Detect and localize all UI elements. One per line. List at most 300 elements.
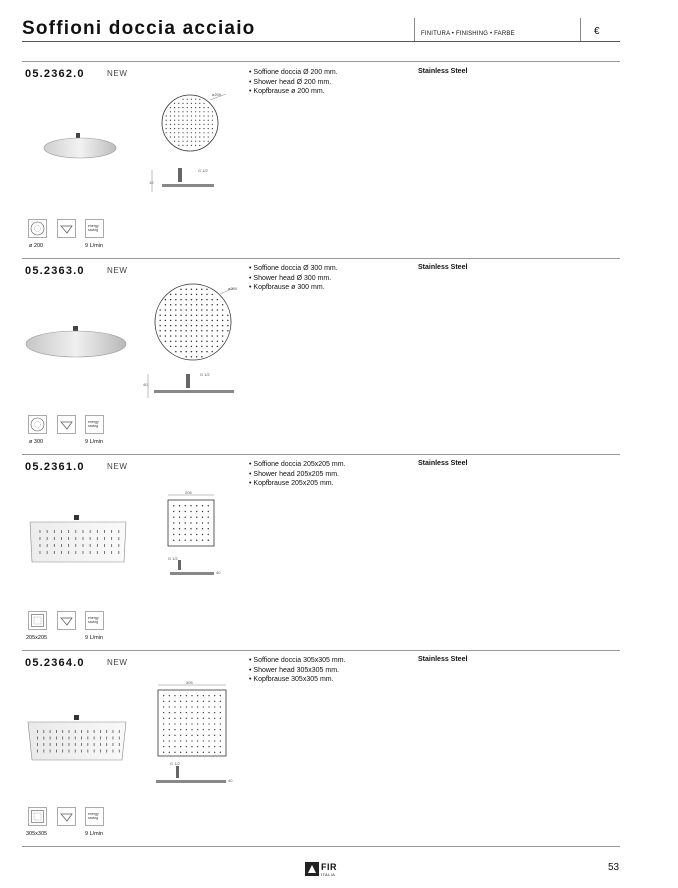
nozzle-dot: [199, 141, 200, 142]
dimension-label: 305: [186, 680, 193, 685]
nozzle-dot: [186, 729, 187, 730]
product-description: [249, 68, 338, 97]
nozzle-mark: [54, 551, 55, 554]
nozzle-dot: [180, 718, 181, 719]
nozzle-dot: [208, 723, 209, 724]
nozzle-mark: [87, 730, 88, 733]
nozzle-dot: [178, 103, 179, 104]
nozzle-dot: [190, 511, 191, 512]
nozzle-dot: [191, 145, 192, 146]
thread-label: G 1/2: [198, 168, 208, 173]
nozzle-dot: [206, 330, 208, 332]
nozzle-dot: [178, 132, 179, 133]
nozzle-dot: [197, 695, 198, 696]
nozzle-dot: [165, 340, 167, 342]
nozzle-dot: [203, 128, 204, 129]
nozzle-mark: [119, 750, 120, 753]
nozzle-mark: [61, 551, 62, 554]
nozzle-dot: [182, 120, 183, 121]
nozzle-dot: [191, 136, 192, 137]
height-label: 40: [143, 382, 148, 387]
flow-rate-label: 9 L/min: [85, 439, 104, 445]
nozzle-dot: [170, 124, 171, 125]
nozzle-dot: [186, 740, 187, 741]
nozzle-dot: [165, 330, 167, 332]
nozzle-dot: [179, 534, 180, 535]
nozzle-dot: [187, 99, 188, 100]
size-label: ø 200: [29, 243, 44, 249]
nozzle-dot: [178, 128, 179, 129]
nozzle-dot: [206, 294, 208, 296]
nozzle-dot: [174, 141, 175, 142]
nozzle-dot: [203, 136, 204, 137]
nozzle-mark: [37, 737, 38, 740]
nozzle-dot: [185, 335, 187, 337]
nozzle-dot: [178, 107, 179, 108]
nozzle-dot: [180, 304, 182, 306]
finish-value: Stainless Steel: [418, 68, 468, 75]
size-label: 305x305: [26, 831, 48, 837]
nozzle-dot: [196, 351, 198, 353]
nozzle-mark: [100, 750, 101, 753]
nozzle-dot: [185, 528, 186, 529]
nozzle-dot: [185, 304, 187, 306]
finish-value: Stainless Steel: [418, 460, 468, 467]
nozzle-dot: [196, 320, 198, 322]
description-english: • Shower head 305x305 mm.: [249, 666, 340, 674]
new-badge: NEW: [107, 266, 128, 275]
nozzle-dot: [165, 335, 167, 337]
nozzle-dot: [175, 340, 177, 342]
nozzle-dot: [180, 320, 182, 322]
nozzle-dot: [190, 522, 191, 523]
nozzle-mark: [69, 737, 70, 740]
nozzle-dot: [185, 314, 187, 316]
description-english: • Shower head Ø 200 mm.: [249, 78, 332, 86]
nozzle-dot: [201, 304, 203, 306]
nozzle-dot: [185, 340, 187, 342]
nozzle-mark: [75, 551, 76, 554]
nozzle-dot: [196, 356, 198, 358]
nozzle-mark: [90, 551, 91, 554]
nozzle-mark: [106, 737, 107, 740]
nozzle-dot: [185, 346, 187, 348]
nozzle-dot: [201, 288, 203, 290]
nozzle-dot: [169, 752, 170, 753]
nozzle-mark: [43, 730, 44, 733]
nozzle-mark: [50, 730, 51, 733]
nozzle-dot: [182, 136, 183, 137]
nozzle-mark: [113, 730, 114, 733]
nozzle-dot: [185, 522, 186, 523]
nozzle-dot: [191, 304, 193, 306]
nozzle-mark: [81, 743, 82, 746]
nozzle-dot: [214, 735, 215, 736]
section-divider: [22, 61, 620, 62]
nozzle-mark: [97, 551, 98, 554]
nozzle-dot: [191, 111, 192, 112]
nozzle-dot: [191, 701, 192, 702]
nozzle-dot: [208, 511, 209, 512]
nozzle-dot: [182, 107, 183, 108]
nozzle-dot: [214, 718, 215, 719]
nozzle-dot: [195, 128, 196, 129]
nozzle-dot: [180, 695, 181, 696]
nozzle-dot: [170, 136, 171, 137]
nozzle-dot: [163, 712, 164, 713]
nozzle-dot: [173, 528, 174, 529]
nozzle-dot: [185, 325, 187, 327]
technical-drawing-side: [166, 554, 226, 580]
nozzle-dot: [185, 299, 187, 301]
nozzle-dot: [199, 124, 200, 125]
spray-icon: [57, 611, 76, 630]
nozzle-dot: [203, 701, 204, 702]
nozzle-dot: [208, 540, 209, 541]
nozzle-dot: [203, 746, 204, 747]
nozzle-dot: [175, 304, 177, 306]
nozzle-dot: [214, 712, 215, 713]
nozzle-dot: [191, 132, 192, 133]
nozzle-dot: [191, 115, 192, 116]
nozzle-dot: [178, 124, 179, 125]
nozzle-dot: [208, 107, 209, 108]
height-label: 10: [149, 180, 154, 185]
nozzle-dot: [203, 124, 204, 125]
product-code: 05.2363.0: [25, 265, 85, 277]
nozzle-dot: [174, 695, 175, 696]
footer-divider: [22, 846, 620, 847]
height-label: 40: [216, 570, 221, 575]
nozzle-dot: [195, 120, 196, 121]
nozzle-dot: [180, 309, 182, 311]
nozzle-mark: [75, 737, 76, 740]
nozzle-mark: [47, 537, 48, 540]
energy-saving-icon: [85, 219, 104, 238]
nozzle-dot: [169, 701, 170, 702]
nozzle-mark: [118, 530, 119, 533]
nozzle-dot: [163, 752, 164, 753]
nozzle-dot: [185, 505, 186, 506]
nozzle-dot: [211, 330, 213, 332]
nozzle-dot: [187, 124, 188, 125]
energy-label: energy: [88, 812, 99, 816]
nozzle-mark: [111, 530, 112, 533]
nozzle-dot: [174, 712, 175, 713]
nozzle-mark: [75, 730, 76, 733]
nozzle-dot: [191, 346, 193, 348]
nozzle-dot: [191, 695, 192, 696]
nozzle-dot: [197, 701, 198, 702]
nozzle-dot: [201, 325, 203, 327]
nozzle-mark: [40, 551, 41, 554]
finish-value: Stainless Steel: [418, 264, 468, 271]
nozzle-mark: [61, 544, 62, 547]
nozzle-dot: [180, 706, 181, 707]
nozzle-dot: [174, 136, 175, 137]
nozzle-dot: [191, 141, 192, 142]
nozzle-dot: [170, 128, 171, 129]
nozzle-dot: [203, 115, 204, 116]
nozzle-dot: [170, 132, 171, 133]
nozzle-dot: [190, 534, 191, 535]
nozzle-mark: [47, 544, 48, 547]
nozzle-dot: [196, 309, 198, 311]
nozzle-dot: [180, 335, 182, 337]
nozzle-mark: [119, 743, 120, 746]
nozzle-dot: [185, 294, 187, 296]
nozzle-dot: [206, 335, 208, 337]
nozzle-dot: [170, 294, 172, 296]
nozzle-dot: [222, 335, 224, 337]
nozzle-dot: [174, 752, 175, 753]
nozzle-dot: [163, 718, 164, 719]
nozzle-dot: [180, 330, 182, 332]
nozzle-dot: [180, 701, 181, 702]
nozzle-dot: [191, 718, 192, 719]
nozzle-dot: [163, 701, 164, 702]
nozzle-dot: [170, 304, 172, 306]
nozzle-dot: [203, 132, 204, 133]
nozzle-mark: [68, 551, 69, 554]
nozzle-mark: [61, 537, 62, 540]
nozzle-dot: [191, 325, 193, 327]
nozzle-dot: [178, 141, 179, 142]
nozzle-dot: [195, 136, 196, 137]
nozzle-dot: [222, 304, 224, 306]
nozzle-dot: [173, 522, 174, 523]
nozzle-dot: [208, 718, 209, 719]
nozzle-dot: [180, 752, 181, 753]
nozzle-mark: [62, 750, 63, 753]
description-german: • Kopfbrause 305x305 mm.: [249, 676, 334, 683]
nozzle-mark: [113, 737, 114, 740]
nozzle-mark: [118, 551, 119, 554]
nozzle-dot: [159, 320, 161, 322]
nozzle-dot: [227, 330, 229, 332]
nozzle-dot: [196, 325, 198, 327]
nozzle-dot: [185, 288, 187, 290]
product-code: 05.2361.0: [25, 461, 85, 473]
nozzle-dot: [217, 330, 219, 332]
nozzle-dot: [208, 740, 209, 741]
nozzle-dot: [169, 695, 170, 696]
nozzle-dot: [180, 325, 182, 327]
nozzle-dot: [203, 103, 204, 104]
nozzle-dot: [191, 752, 192, 753]
nozzle-dot: [196, 540, 197, 541]
nozzle-dot: [191, 124, 192, 125]
nozzle-dot: [179, 540, 180, 541]
product-photo-round-small: [40, 130, 120, 162]
nozzle-dot: [174, 723, 175, 724]
page-number: 53: [608, 862, 620, 873]
nozzle-dot: [217, 325, 219, 327]
nozzle-dot: [170, 111, 171, 112]
energy-saving-icon: [85, 807, 104, 826]
nozzle-dot: [190, 540, 191, 541]
nozzle-dot: [196, 534, 197, 535]
nozzle-dot: [214, 701, 215, 702]
nozzle-mark: [111, 551, 112, 554]
nozzle-dot: [191, 314, 193, 316]
nozzle-dot: [187, 107, 188, 108]
nozzle-dot: [187, 141, 188, 142]
nozzle-dot: [163, 723, 164, 724]
nozzle-dot: [169, 723, 170, 724]
nozzle-dot: [187, 128, 188, 129]
nozzle-dot: [203, 740, 204, 741]
nozzle-dot: [211, 309, 213, 311]
nozzle-dot: [197, 729, 198, 730]
nozzle-dot: [170, 335, 172, 337]
nozzle-dot: [220, 706, 221, 707]
nozzle-dot: [163, 695, 164, 696]
nozzle-mark: [68, 544, 69, 547]
nozzle-dot: [214, 740, 215, 741]
nozzle-mark: [113, 743, 114, 746]
nozzle-dot: [211, 314, 213, 316]
thread-label: G 1/2: [170, 761, 180, 766]
nozzle-dot: [180, 351, 182, 353]
diameter-label: ø200: [212, 92, 222, 97]
nozzle-dot: [170, 314, 172, 316]
nozzle-dot: [220, 746, 221, 747]
nozzle-dot: [214, 695, 215, 696]
nozzle-mark: [56, 730, 57, 733]
nozzle-mark: [75, 537, 76, 540]
nozzle-dot: [208, 701, 209, 702]
nozzle-dot: [203, 752, 204, 753]
nozzle-dot: [179, 522, 180, 523]
nozzle-mark: [75, 544, 76, 547]
nozzle-dot: [202, 528, 203, 529]
square-head-icon: [28, 611, 47, 630]
nozzle-mark: [83, 551, 84, 554]
description-italian: • Soffione doccia Ø 200 mm.: [249, 69, 338, 76]
nozzle-dot: [175, 335, 177, 337]
nozzle-dot: [175, 294, 177, 296]
nozzle-dot: [180, 299, 182, 301]
brand-subtitle: ITALIA: [321, 872, 336, 877]
nozzle-dot: [208, 746, 209, 747]
nozzle-dot: [227, 320, 229, 322]
nozzle-dot: [203, 718, 204, 719]
thread-label: G 1/2: [168, 556, 178, 561]
nozzle-mark: [90, 530, 91, 533]
nozzle-mark: [81, 750, 82, 753]
nozzle-dot: [186, 712, 187, 713]
nozzle-dot: [202, 505, 203, 506]
nozzle-mark: [56, 737, 57, 740]
nozzle-mark: [54, 537, 55, 540]
nozzle-dot: [206, 304, 208, 306]
nozzle-dot: [186, 746, 187, 747]
nozzle-dot: [197, 752, 198, 753]
nozzle-dot: [179, 517, 180, 518]
technical-drawing-top: [148, 282, 258, 372]
nozzle-mark: [81, 737, 82, 740]
description-english: • Shower head Ø 300 mm.: [249, 274, 332, 282]
nozzle-mark: [94, 750, 95, 753]
nozzle-dot: [199, 103, 200, 104]
nozzle-dot: [217, 299, 219, 301]
nozzle-dot: [182, 115, 183, 116]
nozzle-dot: [208, 522, 209, 523]
nozzle-dot: [199, 145, 200, 146]
nozzle-dot: [197, 723, 198, 724]
nozzle-dot: [191, 309, 193, 311]
nozzle-dot: [170, 309, 172, 311]
nozzle-dot: [182, 103, 183, 104]
nozzle-dot: [175, 299, 177, 301]
size-label: ø 300: [29, 439, 44, 445]
diameter-label: ø300: [228, 286, 238, 291]
nozzle-dot: [191, 740, 192, 741]
nozzle-dot: [187, 103, 188, 104]
flow-rate-label: 9 L/min: [85, 243, 104, 249]
finish-value: Stainless Steel: [418, 656, 468, 663]
spray-icon: [57, 415, 76, 434]
nozzle-dot: [208, 712, 209, 713]
nozzle-dot: [196, 314, 198, 316]
nozzle-mark: [87, 750, 88, 753]
nozzle-dot: [206, 299, 208, 301]
nozzle-mark: [111, 537, 112, 540]
nozzle-dot: [201, 320, 203, 322]
nozzle-dot: [180, 712, 181, 713]
nozzle-dot: [169, 735, 170, 736]
nozzle-dot: [206, 325, 208, 327]
nozzle-dot: [178, 115, 179, 116]
nozzle-dot: [187, 145, 188, 146]
nozzle-dot: [196, 294, 198, 296]
nozzle-dot: [191, 288, 193, 290]
nozzle-dot: [180, 740, 181, 741]
nozzle-dot: [174, 124, 175, 125]
nozzle-dot: [191, 351, 193, 353]
nozzle-dots: [159, 288, 228, 357]
nozzle-mark: [54, 530, 55, 533]
nozzle-dot: [220, 712, 221, 713]
nozzle-dot: [195, 115, 196, 116]
nozzle-dot: [187, 132, 188, 133]
nozzle-dot: [214, 729, 215, 730]
nozzle-dot: [185, 540, 186, 541]
nozzle-dot: [191, 712, 192, 713]
nozzle-dot: [187, 120, 188, 121]
nozzle-dot: [185, 309, 187, 311]
nozzle-dot: [203, 120, 204, 121]
nozzle-dot: [169, 746, 170, 747]
nozzle-dot: [190, 505, 191, 506]
nozzle-dot: [197, 706, 198, 707]
nozzle-dot: [211, 325, 213, 327]
nozzle-dot: [203, 712, 204, 713]
nozzle-mark: [56, 750, 57, 753]
nozzle-dot: [169, 718, 170, 719]
nozzle-dot: [182, 99, 183, 100]
nozzle-dot: [203, 141, 204, 142]
currency-column-header: €: [594, 26, 600, 37]
nozzle-dot: [203, 735, 204, 736]
nozzle-dot: [208, 752, 209, 753]
nozzle-mark: [40, 530, 41, 533]
nozzle-dot: [174, 120, 175, 121]
nozzle-dot: [203, 706, 204, 707]
nozzle-dot: [191, 340, 193, 342]
nozzle-dot: [217, 314, 219, 316]
